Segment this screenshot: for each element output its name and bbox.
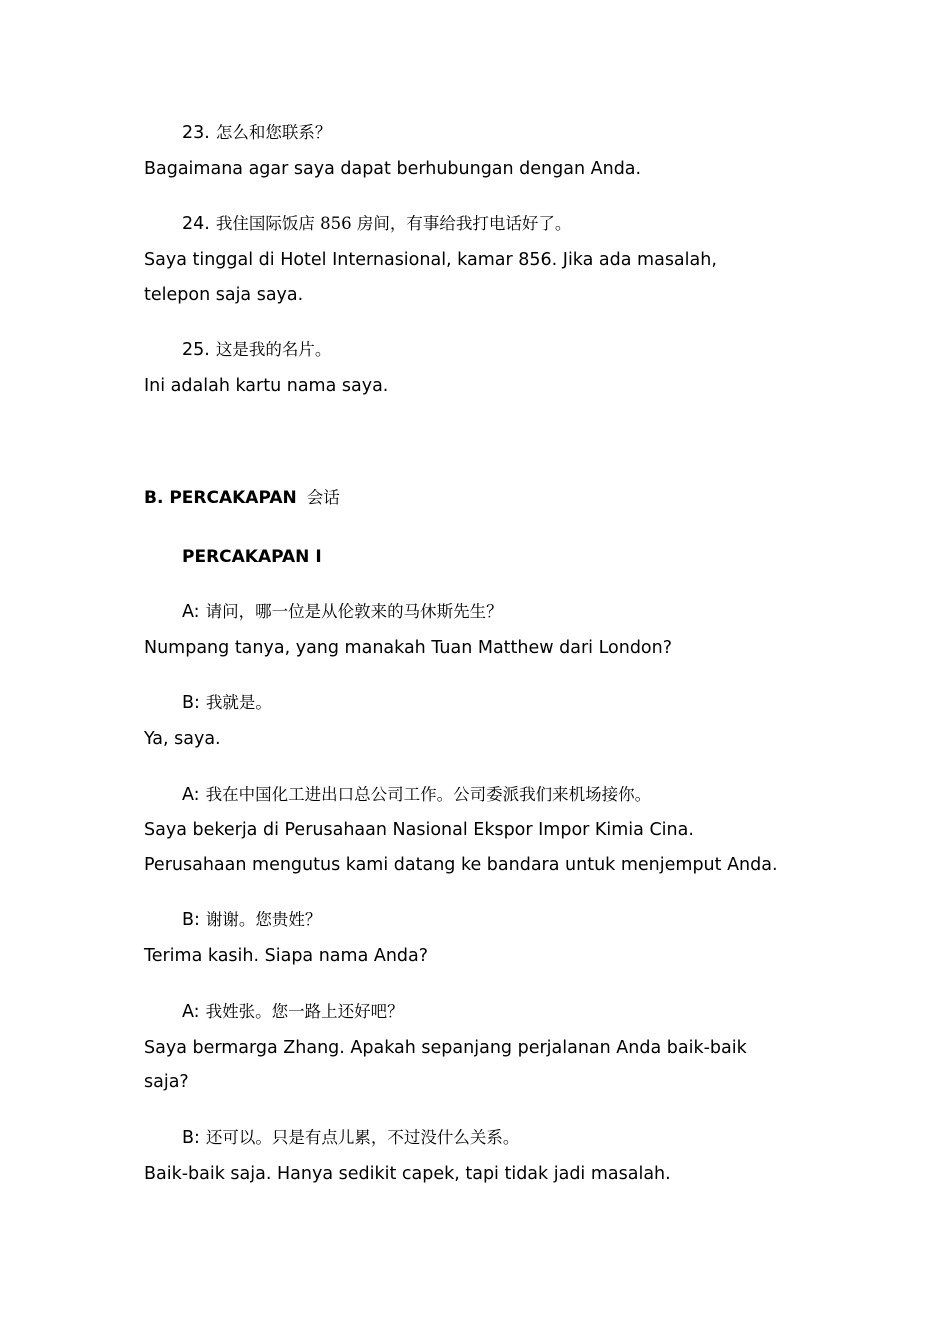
dialogue-line-5-translation-line-2: saja? [144,1072,189,1092]
section-title-chinese: 会话 [306,488,340,507]
chinese-text: 我姓张。您一路上还好吧？ [205,1002,404,1021]
section-heading [144,490,340,508]
dialogue-line-6-translation: Baik-baik saja. Hanya sedikit capek, tapi tidak jadi masalah. [144,1164,671,1184]
speaker-label: A: [182,1002,200,1022]
speaker-label: B: [182,693,200,713]
speaker-label: A: [182,785,200,805]
sentence-number: 25. [182,340,210,360]
dialogue-line-2-chinese [182,695,272,713]
chinese-text: 请问，哪一位是从伦敦来的马休斯先生？ [205,602,503,621]
section-title: B. PERCAKAPAN [144,488,297,508]
sentence-number: 24. [182,214,210,234]
sentence-number: 23. [182,123,210,143]
chinese-text: 这是我的名片。 [215,340,332,359]
dialogue-line-1-chinese [182,604,503,622]
dialogue-line-3-chinese [182,787,651,805]
dialogue-line-5-chinese [182,1004,404,1022]
dialogue-line-4-translation: Terima kasih. Siapa nama Anda? [144,946,429,966]
chinese-text: 我在中国化工进出口总公司工作。公司委派我们来机场接你。 [205,785,652,804]
sentence-24-translation-line-1: Saya tinggal di Hotel Internasional, kamar 856. Jika ada masalah, [144,250,717,270]
sentence-23-chinese [182,125,331,143]
sentence-24-translation-line-2: telepon saja saya. [144,285,304,305]
dialogue-line-5-translation-line-1: Saya bermarga Zhang. Apakah sepanjang perjalanan Anda baik-baik [144,1038,747,1058]
sentence-24-chinese [182,216,571,234]
sentence-25-translation: Ini adalah kartu nama saya. [144,376,389,396]
dialogue-title: PERCAKAPAN I [182,547,322,567]
dialogue-line-1-translation: Numpang tanya, yang manakah Tuan Matthew dari London? [144,638,673,658]
dialogue-line-2-translation: Ya, saya. [144,729,221,749]
speaker-label: A: [182,602,200,622]
dialogue-line-4-chinese [182,912,321,930]
chinese-text: 谢谢。您贵姓？ [205,910,322,929]
chinese-text: 我就是。 [205,693,272,712]
chinese-text: 我住国际饭店 856 房间，有事给我打电话好了。 [215,214,572,233]
sentence-23-translation: Bagaimana agar saya dapat berhubungan dengan Anda. [144,159,642,179]
sentence-25-chinese [182,342,331,360]
dialogue-line-6-chinese [182,1130,519,1148]
speaker-label: B: [182,1128,200,1148]
dialogue-line-3-translation-line-2: Perusahaan mengutus kami datang ke bandara untuk menjemput Anda. [144,855,778,875]
chinese-text: 还可以。只是有点儿累，不过没什么关系。 [205,1128,520,1147]
dialogue-line-3-translation-line-1: Saya bekerja di Perusahaan Nasional Ekspor Impor Kimia Cina. [144,820,694,840]
chinese-text: 怎么和您联系？ [215,123,332,142]
speaker-label: B: [182,910,200,930]
